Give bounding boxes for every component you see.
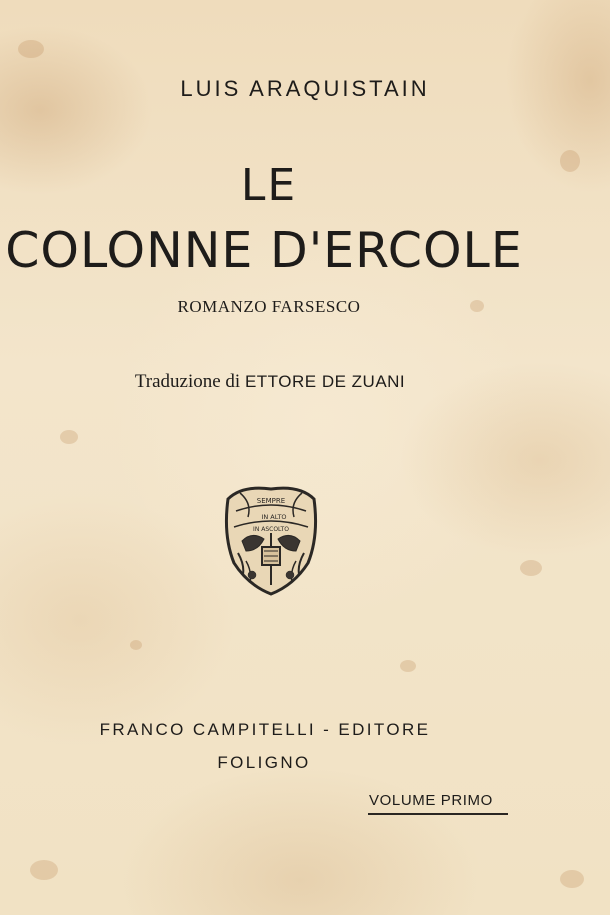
publisher-emblem-icon <box>222 481 320 596</box>
translator-credit <box>0 371 575 393</box>
translation-prefix: Traduzione di <box>134 371 241 392</box>
translator-name: ETTORE DE ZUANI <box>244 372 406 391</box>
emblem-motto-1: SEMPRE <box>256 497 286 505</box>
foxing-spot <box>60 430 78 444</box>
foxing-spot <box>30 860 58 880</box>
publisher-name: FRANCO CAMPITELLI - EDITORE <box>99 720 431 739</box>
book-subtitle: ROMANZO FARSESCO <box>177 297 361 316</box>
volume-underline <box>368 813 508 815</box>
foxing-spot <box>520 560 542 576</box>
emblem-motto-2: IN ALTO <box>261 513 287 521</box>
volume-label: VOLUME PRIMO <box>369 792 493 809</box>
book-title-line-2: COLONNE D'ERCOLE <box>5 222 523 279</box>
author-name: LUIS ARAQUISTAIN <box>180 76 430 101</box>
foxing-spot <box>560 870 584 888</box>
foxing-spot <box>18 40 44 58</box>
emblem-motto-3: IN ASCOLTO <box>253 526 289 533</box>
publication-city: FOLIGNO <box>217 753 311 772</box>
foxing-spot <box>400 660 416 672</box>
book-title-line-1: LE <box>240 160 298 211</box>
foxing-spot <box>130 640 142 650</box>
